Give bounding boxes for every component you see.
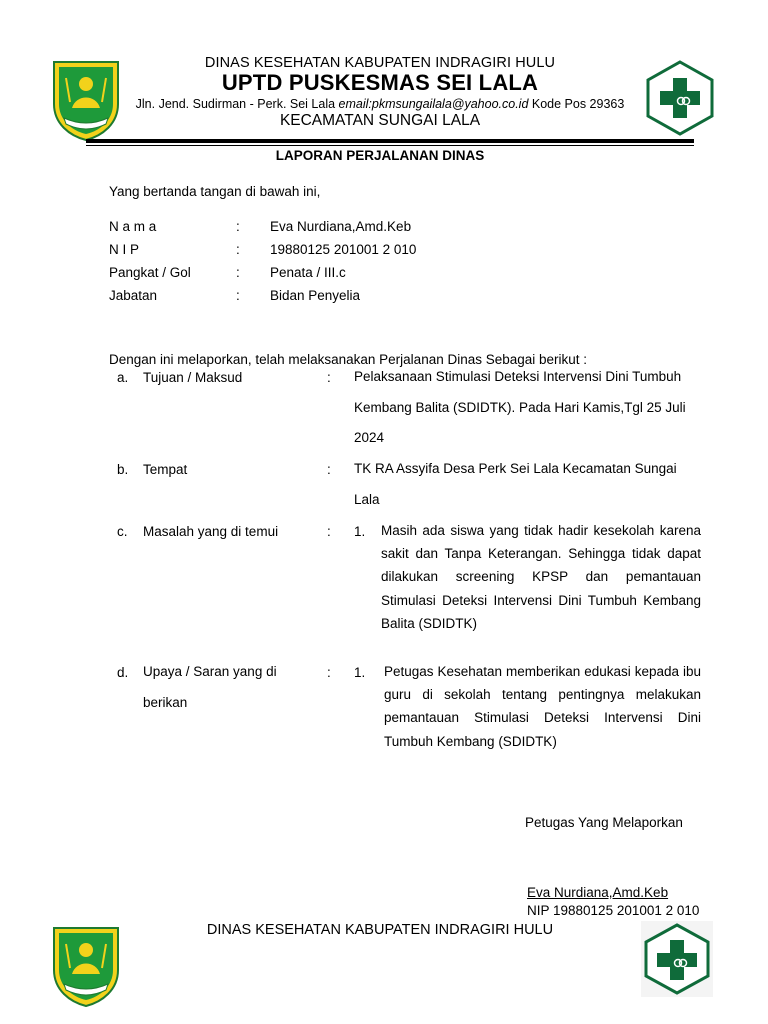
- item-colon: :: [327, 665, 331, 680]
- item-value-masalah: Masih ada siswa yang tidak hadir kesekolah karena sakit dan Tanpa Keterangan. Sehingga tidak dapat dilakukan screening KPSP dan pemantauan Stimulasi Deteksi Intervensi Dini Tumbuh Kembang Balita (SDIDTK): [381, 523, 701, 631]
- item-value-tujuan: Pelaksanaan Stimulasi Deteksi Intervensi Dini Tumbuh Kembang Balita (SDIDTK). Pada Hari Kamis,Tgl 25 Juli 2024: [354, 369, 686, 445]
- field-value-nama: Eva Nurdiana,Amd.Keb: [270, 219, 412, 234]
- field-value-nip: 19880125 201001 2 010: [270, 242, 417, 257]
- item-label-upaya: Upaya / Saran yang di berikan: [143, 664, 277, 710]
- item-colon: :: [327, 370, 331, 385]
- item-value-tempat: TK RA Assyifa Desa Perk Sei Lala Kecamatan Sungai Lala: [354, 461, 677, 507]
- field-colon: :: [236, 242, 240, 257]
- item-colon: :: [327, 524, 331, 539]
- item-letter: a.: [117, 370, 129, 385]
- item-letter: c.: [117, 524, 128, 539]
- signature-nip: NIP 19880125 201001 2 010: [527, 903, 700, 918]
- address-text: Jln. Jend. Sudirman - Perk. Sei Lala: [135, 97, 339, 111]
- item-label-tujuan: Tujuan / Maksud: [143, 370, 243, 385]
- header-address: [110, 97, 650, 111]
- address-email: email:pkmsungailala@yahoo.co.id: [338, 97, 529, 111]
- field-colon: :: [236, 265, 240, 280]
- field-colon: :: [236, 219, 240, 234]
- puskesmas-logo-icon: [646, 60, 714, 136]
- footer-agency: DINAS KESEHATAN KABUPATEN INDRAGIRI HULU: [206, 922, 554, 938]
- item-label-masalah: Masalah yang di temui: [143, 524, 279, 539]
- indragiri-hulu-emblem-icon: [50, 924, 122, 1008]
- item-letter: b.: [117, 462, 129, 477]
- field-label-nama: N a m a: [109, 219, 157, 234]
- header-kecamatan: KECAMATAN SUNGAI LALA: [279, 112, 481, 129]
- signature-name: Eva Nurdiana,Amd.Keb: [527, 885, 669, 900]
- document-title: LAPORAN PERJALANAN DINAS: [275, 148, 485, 163]
- field-label-pangkat: Pangkat / Gol: [109, 265, 191, 280]
- item-letter: d.: [117, 665, 129, 680]
- field-value-pangkat: Penata / III.c: [270, 265, 346, 280]
- item-number: 1.: [354, 524, 366, 539]
- signature-caption: Petugas Yang Melaporkan: [525, 815, 683, 830]
- address-postal: Kode Pos 29363: [528, 97, 625, 111]
- header-rule-thick: [86, 139, 694, 143]
- field-value-jabatan: Bidan Penyelia: [270, 288, 361, 303]
- puskesmas-logo-icon: [640, 920, 714, 998]
- field-label-jabatan: Jabatan: [109, 288, 158, 303]
- header-rule-thin: [86, 145, 694, 146]
- header-puskesmas-name: UPTD PUSKESMAS SEI LALA: [221, 70, 539, 95]
- field-colon: :: [236, 288, 240, 303]
- intro-text: Yang bertanda tangan di bawah ini,: [109, 184, 321, 199]
- item-label-tempat: Tempat: [143, 462, 188, 477]
- header-agency: DINAS KESEHATAN KABUPATEN INDRAGIRI HULU: [204, 55, 556, 71]
- report-intro: Dengan ini melaporkan, telah melaksanakan Perjalanan Dinas Sebagai berikut :: [109, 352, 588, 367]
- item-number: 1.: [354, 665, 366, 680]
- item-colon: :: [327, 462, 331, 477]
- item-value-upaya: Petugas Kesehatan memberikan edukasi kepada ibu guru di sekolah tentang pentingnya melakukan pemantauan Stimulasi Deteksi Intervensi Dini Tumbuh Kembang (SDIDTK): [384, 664, 701, 749]
- field-label-nip: N I P: [109, 242, 140, 257]
